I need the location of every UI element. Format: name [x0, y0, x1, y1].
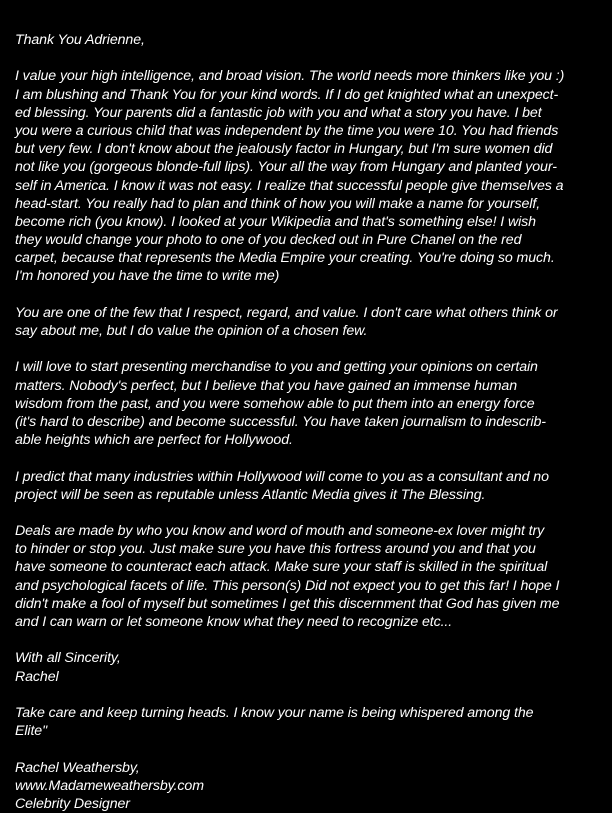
- paragraph-line: I will love to start presenting merchandise to you and getting your opinions on certain: [15, 358, 598, 376]
- paragraph-gap: [15, 686, 598, 704]
- paragraph-line: I'm honored you have the time to write me): [15, 267, 598, 285]
- paragraph-line: didn't make a fool of myself but sometimes I get this discernment that God has given me: [15, 595, 598, 613]
- paragraph-line: and I can warn or let someone know what they need to recognize etc...: [15, 613, 598, 631]
- closing-name: Rachel: [15, 668, 598, 686]
- paragraph-5: [15, 522, 598, 631]
- paragraph-line: You are one of the few that I respect, regard, and value. I don't care what others think or: [15, 304, 598, 322]
- paragraph-line: and psychological facets of life. This person(s) Did not expect you to get this far! I hope I: [15, 577, 598, 595]
- paragraph-line: I predict that many industries within Hollywood will come to you as a consultant and no: [15, 468, 598, 486]
- paragraph-line: but very few. I don't know about the jealously factor in Hungary, but I'm sure women did: [15, 140, 598, 158]
- closing-line: With all Sincerity,: [15, 649, 598, 667]
- paragraph-gap: [15, 740, 598, 758]
- paragraph-gap: [15, 631, 598, 649]
- paragraph-gap: [15, 504, 598, 522]
- paragraph-line: matters. Nobody's perfect, but I believe that you have gained an immense human: [15, 377, 598, 395]
- paragraph-line: I value your high intelligence, and broad vision. The world needs more thinkers like you :): [15, 67, 598, 85]
- paragraph-gap: [15, 449, 598, 467]
- closing: [15, 649, 598, 685]
- postscript-line: Take care and keep turning heads. I know your name is being whispered among the: [15, 704, 598, 722]
- paragraph-4: [15, 468, 598, 504]
- paragraph-line: become rich (you know). I looked at your Wikipedia and that's something else! I wish: [15, 213, 598, 231]
- paragraph-line: I am blushing and Thank You for your kind words. If I do get knighted what an unexpect-: [15, 86, 598, 104]
- paragraph-line: (it's hard to describe) and become successful. You have taken journalism to indescrib-: [15, 413, 598, 431]
- postscript-line: Elite": [15, 722, 598, 740]
- paragraph-line: you were a curious child that was independent by the time you were 10. You had friends: [15, 122, 598, 140]
- paragraph-line: project will be seen as reputable unless Atlantic Media gives it The Blessing.: [15, 486, 598, 504]
- paragraph-2: [15, 304, 598, 340]
- paragraph-line: to hinder or stop you. Just make sure you have this fortress around you and that you: [15, 540, 598, 558]
- paragraph-1: [15, 67, 598, 285]
- paragraph-gap: [15, 340, 598, 358]
- signature-block: [15, 759, 598, 813]
- paragraph-line: they would change your photo to one of you decked out in Pure Chanel on the red: [15, 231, 598, 249]
- paragraph-line: able heights which are perfect for Hollywood.: [15, 431, 598, 449]
- signature-website: www.Madameweathersby.com: [15, 777, 598, 795]
- paragraph-line: say about me, but I do value the opinion of a chosen few.: [15, 322, 598, 340]
- paragraph-line: head-start. You really had to plan and think of how you will make a name for yourself,: [15, 195, 598, 213]
- paragraph-line: wisdom from the past, and you were somehow able to put them into an energy force: [15, 395, 598, 413]
- paragraph-gap: [15, 49, 598, 67]
- salutation: Thank You Adrienne,: [15, 31, 598, 49]
- signature-title: Celebrity Designer: [15, 795, 598, 813]
- paragraph-line: ed blessing. Your parents did a fantastic job with you and what a story you have. I bet: [15, 104, 598, 122]
- paragraph-3: [15, 358, 598, 449]
- paragraph-line: not like you (gorgeous blonde-full lips). Your all the way from Hungary and planted your-: [15, 158, 598, 176]
- paragraph-line: self in America. I know it was not easy. I realize that successful people give themselves a: [15, 177, 598, 195]
- paragraph-line: carpet, because that represents the Media Empire your creating. You're doing so much.: [15, 249, 598, 267]
- paragraph-line: Deals are made by who you know and word of mouth and someone-ex lover might try: [15, 522, 598, 540]
- signature-name: Rachel Weathersby,: [15, 759, 598, 777]
- paragraph-line: have someone to counteract each attack. Make sure your staff is skilled in the spiritual: [15, 558, 598, 576]
- paragraph-gap: [15, 286, 598, 304]
- postscript: [15, 704, 598, 740]
